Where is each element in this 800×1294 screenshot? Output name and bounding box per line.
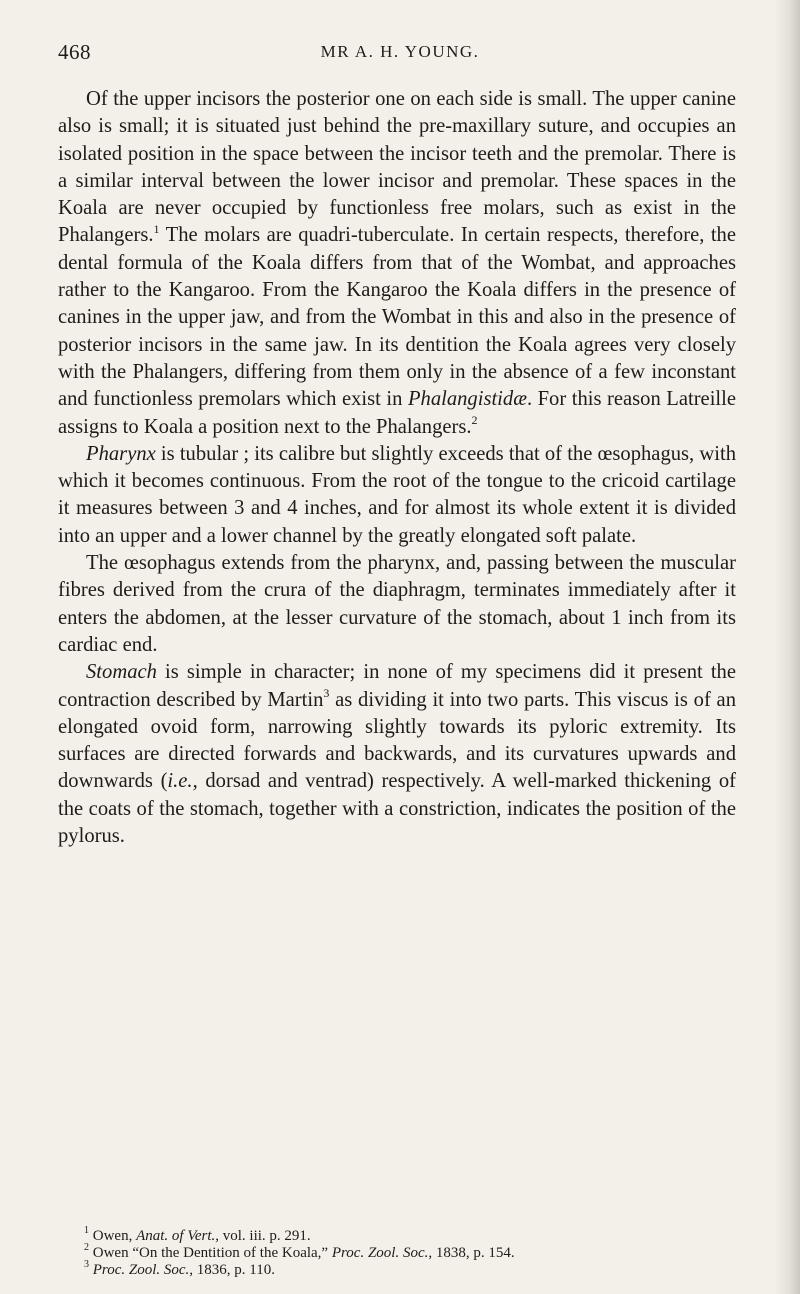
italic-term: Phalangistidæ	[407, 388, 527, 411]
paragraph-text: The molars are quadri-tuberculate. In certain respects, therefore, the dental formula of the Koala differs from that of the Wombat, and approaches rather to the Kangaroo. From the Kangaroo the Koala differs in the presence of canines in the upper jaw, and from the Wombat in this and also in the presence of posterior incisors in the same jaw. In its dentition the Koala agrees very closely with the Phalangers, differing from them only in the absence of a few inconstant and functionless premolars which exist in	[58, 224, 736, 411]
footnote-text: , vol. iii. p. 291.	[215, 1228, 311, 1244]
footnote-ref-1[interactable]: 1	[153, 221, 160, 236]
footnote-ref-2[interactable]: 2	[471, 412, 478, 427]
paragraph-oesophagus	[58, 550, 736, 659]
footnote-ref-3[interactable]: 3	[323, 685, 330, 700]
section-lead-pharynx: Pharynx	[86, 442, 156, 465]
paragraph-text: is tubular ; its calibre but slightly exceeds that of the œsophagus, with which it becomes continuous. From the root of the tongue to the cricoid cartilage it measures between 3 and 4 inches, and for almost its whole extent it is divided into an upper and a lower channel by the greatly elongated soft palate.	[58, 442, 736, 547]
italic-abbrev: i.e.	[167, 770, 193, 793]
footnote-text: , 1836, p. 110.	[189, 1262, 275, 1278]
running-title: MR A. H. YOUNG.	[320, 42, 480, 61]
page-number: 468	[58, 40, 91, 64]
paragraph-text: The œsophagus extends from the pharynx, and, passing between the muscular fibres derived from the crura of the diaphragm, terminates immediately after it enters the abdomen, at the lesser curvature of the stomach, about 1 inch from its cardiac end.	[58, 552, 736, 656]
body-text	[58, 86, 736, 850]
footnote-1	[58, 1225, 758, 1245]
footnote-marker: 2	[84, 1242, 89, 1253]
running-head	[0, 40, 780, 70]
paragraph-text: , dorsad and ventrad) respectively. A well-marked thickening of the coats of the stomach, together with a constriction, indicates the position of the pylorus.	[58, 770, 736, 848]
footnote-2	[58, 1242, 758, 1262]
section-lead-stomach: Stomach	[86, 661, 157, 684]
footnote-text: , 1838, p. 154.	[428, 1245, 515, 1261]
footnote-text: Owen “On the Dentition of the Koala,”	[89, 1245, 332, 1261]
paragraph-text: Of the upper incisors the posterior one on each side is small. The upper canine also is small; it is situated just behind the pre-maxillary suture, and occupies an isolated position in the space between the incisor teeth and the premolar. There is a similar interval between the lower incisor and premolar. These spaces in the Koala are never occupied by functionless free molars, such as exist in the Phalangers.	[58, 88, 736, 247]
footnote-italic: Proc. Zool. Soc.	[92, 1262, 190, 1278]
paragraph-stomach	[58, 659, 736, 850]
footnote-marker: 1	[84, 1225, 89, 1236]
paragraph-dentition	[58, 86, 736, 441]
paragraph-text: is simple in character; in none of my specimens did it present the contraction described by Martin	[58, 661, 736, 711]
footnote-3	[58, 1259, 758, 1279]
footnotes	[58, 1225, 758, 1279]
paragraph-pharynx	[58, 441, 736, 550]
page-edge-shadow	[774, 0, 800, 1294]
footnote-text: Owen,	[89, 1228, 137, 1244]
footnote-marker: 3	[84, 1259, 89, 1270]
paragraph-text: as dividing it into two parts. This viscus is of an elongated ovoid form, narrowing slightly towards its pyloric extremity. Its surfaces are directed forwards and backwards, and its curvatures upwards and downwards (	[58, 688, 736, 793]
footnote-italic: Proc. Zool. Soc.	[331, 1245, 429, 1261]
paragraph-text: . For this reason Latreille assigns to Koala a position next to the Phalangers.	[58, 388, 736, 438]
footnote-italic: Anat. of Vert.	[136, 1228, 216, 1244]
